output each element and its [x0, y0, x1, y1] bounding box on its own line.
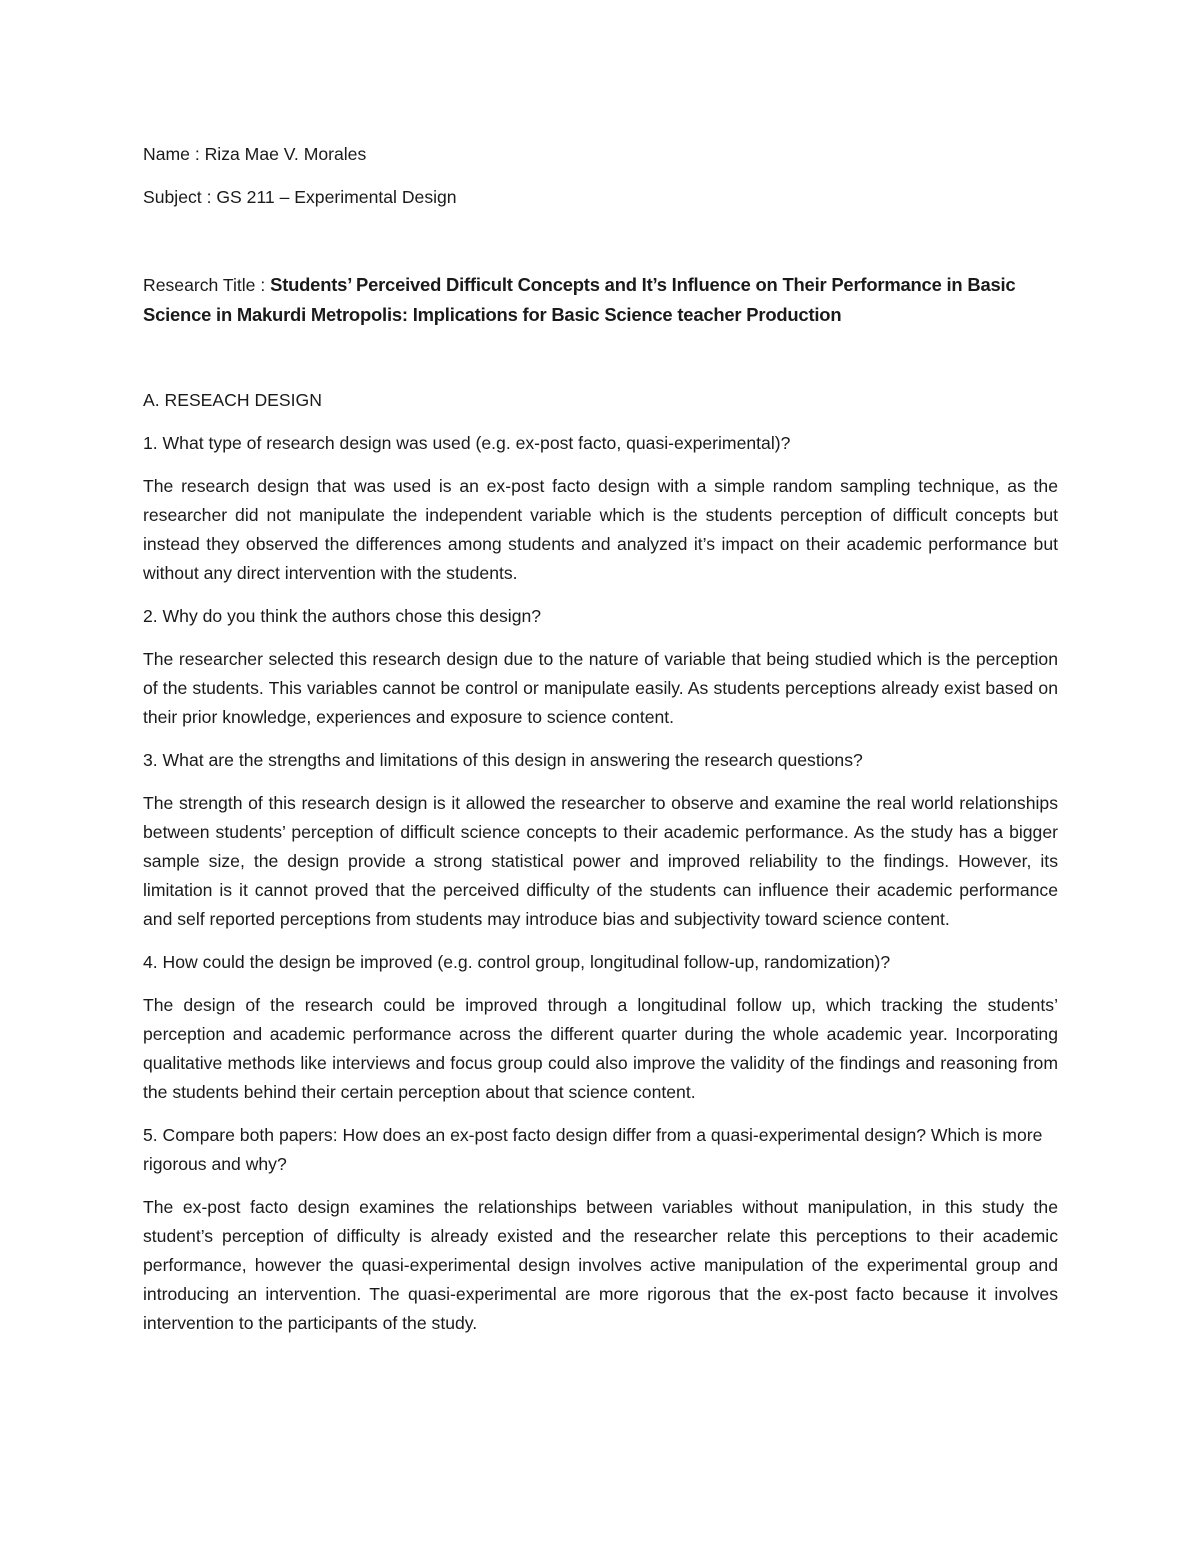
question-2: 2. Why do you think the authors chose this design?: [143, 606, 542, 626]
research-title: [143, 270, 1058, 330]
question-4: 4. How could the design be improved (e.g. control group, longitudinal follow-up, randomization)?: [143, 952, 891, 972]
research-title-text: Students’ Perceived Difficult Concepts and It’s Influence on Their Performance in Basic Science in Makurdi Metropolis: Implications for Basic Science teacher Production: [143, 274, 1016, 325]
answer-3: The strength of this research design is it allowed the researcher to observe and examine the real world relationships between students’ perception of difficult science concepts to their academic performance. As the study has a bigger sample size, the design provide a strong statistical power and improved reliability to the findings. However, its limitation is it cannot proved that the perceived difficulty of the students can influence their academic performance and self reported perceptions from students may introduce bias and subjectivity toward science content.: [143, 793, 1058, 929]
section-heading: A. RESEACH DESIGN: [143, 390, 322, 410]
question-3: 3. What are the strengths and limitations of this design in answering the research questions?: [143, 750, 863, 770]
answer-2: The researcher selected this research design due to the nature of variable that being studied which is the perception of the students. This variables cannot be control or manipulate easily. As students perceptions already exist based on their prior knowledge, experiences and exposure to science content.: [143, 649, 1058, 727]
subject-line: Subject : GS 211 – Experimental Design: [143, 187, 457, 207]
question-5: 5. Compare both papers: How does an ex-post facto design differ from a quasi-experimental design? Which is more rigorous and why?: [143, 1125, 1043, 1174]
answer-1: The research design that was used is an ex-post facto design with a simple random sampling technique, as the researcher did not manipulate the independent variable which is the students perception of difficult concepts but instead they observed the differences among students and analyzed it’s impact on their academic performance but without any direct intervention with the students.: [143, 476, 1058, 583]
research-title-label: Research Title :: [143, 275, 271, 295]
student-name: Name : Riza Mae V. Morales: [143, 144, 367, 164]
question-1: 1. What type of research design was used (e.g. ex-post facto, quasi-experimental)?: [143, 433, 791, 453]
answer-5: The ex-post facto design examines the relationships between variables without manipulation, in this study the student’s perception of difficulty is already existed and the researcher relate this perceptions to their academic performance, however the quasi-experimental design involves active manipulation of the experimental group and introducing an intervention. The quasi-experimental are more rigorous that the ex-post facto because it involves intervention to the participants of the study.: [143, 1197, 1058, 1333]
answer-4: The design of the research could be improved through a longitudinal follow up, which tracking the students’ perception and academic performance across the different quarter during the whole academic year. Incorporating qualitative methods like interviews and focus group could also improve the validity of the findings and reasoning from the students behind their certain perception about that science content.: [143, 995, 1058, 1102]
document-page: [143, 140, 1058, 1338]
